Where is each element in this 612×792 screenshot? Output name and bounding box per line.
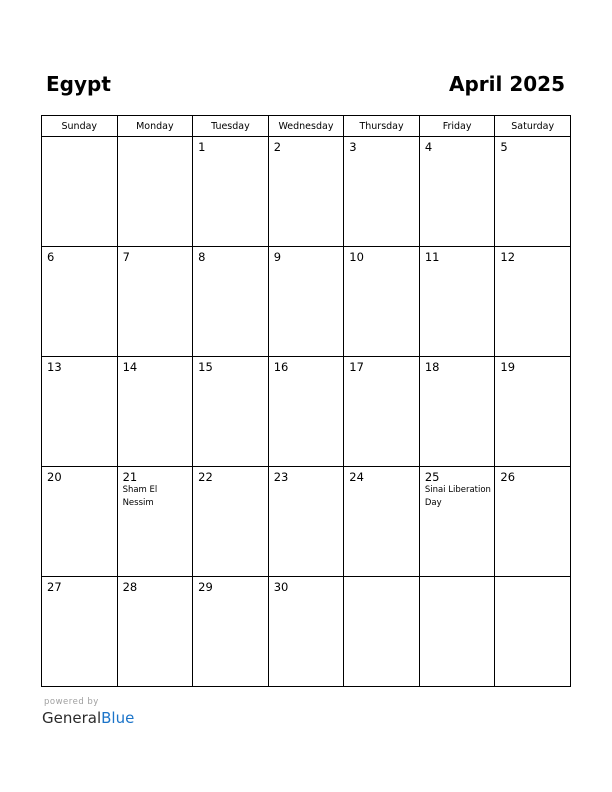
day-cell	[344, 467, 420, 577]
day-number: 25	[424, 470, 440, 484]
week-row	[42, 467, 571, 577]
day-cell	[42, 137, 118, 247]
day-number: 2	[273, 140, 282, 154]
weekday-header-thursday: Thursday	[344, 116, 420, 137]
day-number: 1	[198, 140, 206, 154]
day-cell	[193, 577, 269, 687]
day-cell	[117, 247, 193, 357]
day-cell	[344, 357, 420, 467]
day-cell	[419, 137, 495, 247]
day-number: 13	[47, 360, 62, 374]
day-number: 21	[122, 470, 138, 484]
day-number: 24	[349, 470, 364, 484]
holiday-label: Sham El Nessim	[122, 485, 158, 508]
day-number: 19	[500, 360, 516, 374]
week-row	[42, 137, 571, 247]
generalblue-logo[interactable]	[42, 708, 134, 728]
day-number	[495, 577, 570, 580]
day-cell	[495, 357, 571, 467]
day-number: 12	[500, 250, 516, 264]
day-number: 22	[198, 470, 213, 484]
day-cell	[268, 357, 344, 467]
day-number: 16	[273, 360, 289, 374]
weekday-header-saturday: Saturday	[495, 116, 571, 137]
day-cell	[419, 357, 495, 467]
day-number: 4	[424, 140, 433, 154]
day-cell	[117, 467, 193, 577]
day-number: 26	[500, 470, 516, 484]
day-cell	[419, 467, 495, 577]
day-cell	[42, 577, 118, 687]
day-number	[42, 137, 117, 140]
calendar-grid	[41, 115, 571, 687]
day-number: 15	[198, 360, 213, 374]
day-number: 20	[47, 470, 62, 484]
day-number: 30	[273, 580, 289, 594]
day-number: 8	[198, 250, 206, 264]
day-cell	[344, 247, 420, 357]
day-number	[344, 577, 419, 580]
day-cell	[193, 137, 269, 247]
day-cell	[268, 577, 344, 687]
day-cell	[268, 467, 344, 577]
day-cell	[193, 467, 269, 577]
country-title: Egypt	[46, 72, 111, 96]
holiday-label: Sinai Liberation Day	[424, 485, 491, 508]
day-cell	[495, 577, 571, 687]
weekday-header-wednesday: Wednesday	[268, 116, 344, 137]
brand-general: General	[42, 709, 102, 727]
weekday-header-tuesday: Tuesday	[193, 116, 269, 137]
day-number: 9	[273, 250, 282, 264]
day-cell	[495, 247, 571, 357]
brand-blue: Blue	[101, 709, 135, 727]
day-number: 29	[198, 580, 213, 594]
day-cell	[344, 137, 420, 247]
day-cell	[193, 247, 269, 357]
day-cell	[268, 137, 344, 247]
day-number: 10	[349, 250, 364, 264]
day-cell	[268, 247, 344, 357]
day-number: 27	[47, 580, 62, 594]
weekday-header-monday: Monday	[117, 116, 193, 137]
weekday-header-row	[42, 116, 571, 137]
day-cell	[419, 577, 495, 687]
week-row	[42, 247, 571, 357]
day-number: 17	[349, 360, 364, 374]
day-number: 23	[273, 470, 289, 484]
day-number: 6	[47, 250, 55, 264]
day-number: 28	[122, 580, 138, 594]
day-number	[118, 137, 193, 140]
weekday-header-sunday: Sunday	[42, 116, 118, 137]
day-number	[420, 577, 495, 580]
weekday-header-friday: Friday	[419, 116, 495, 137]
day-cell	[495, 467, 571, 577]
day-cell	[495, 137, 571, 247]
day-number: 18	[424, 360, 440, 374]
day-cell	[344, 577, 420, 687]
powered-by-text: powered by	[44, 697, 99, 707]
day-cell	[419, 247, 495, 357]
day-number: 7	[122, 250, 130, 264]
day-cell	[193, 357, 269, 467]
month-year-title: April 2025	[449, 72, 565, 96]
day-number: 14	[122, 360, 138, 374]
week-row	[42, 577, 571, 687]
day-cell	[117, 137, 193, 247]
day-number: 3	[349, 140, 357, 154]
day-number: 5	[500, 140, 508, 154]
day-cell	[117, 357, 193, 467]
day-cell	[42, 247, 118, 357]
day-number: 11	[424, 250, 440, 264]
day-cell	[42, 357, 118, 467]
day-cell	[42, 467, 118, 577]
week-row	[42, 357, 571, 467]
day-cell	[117, 577, 193, 687]
